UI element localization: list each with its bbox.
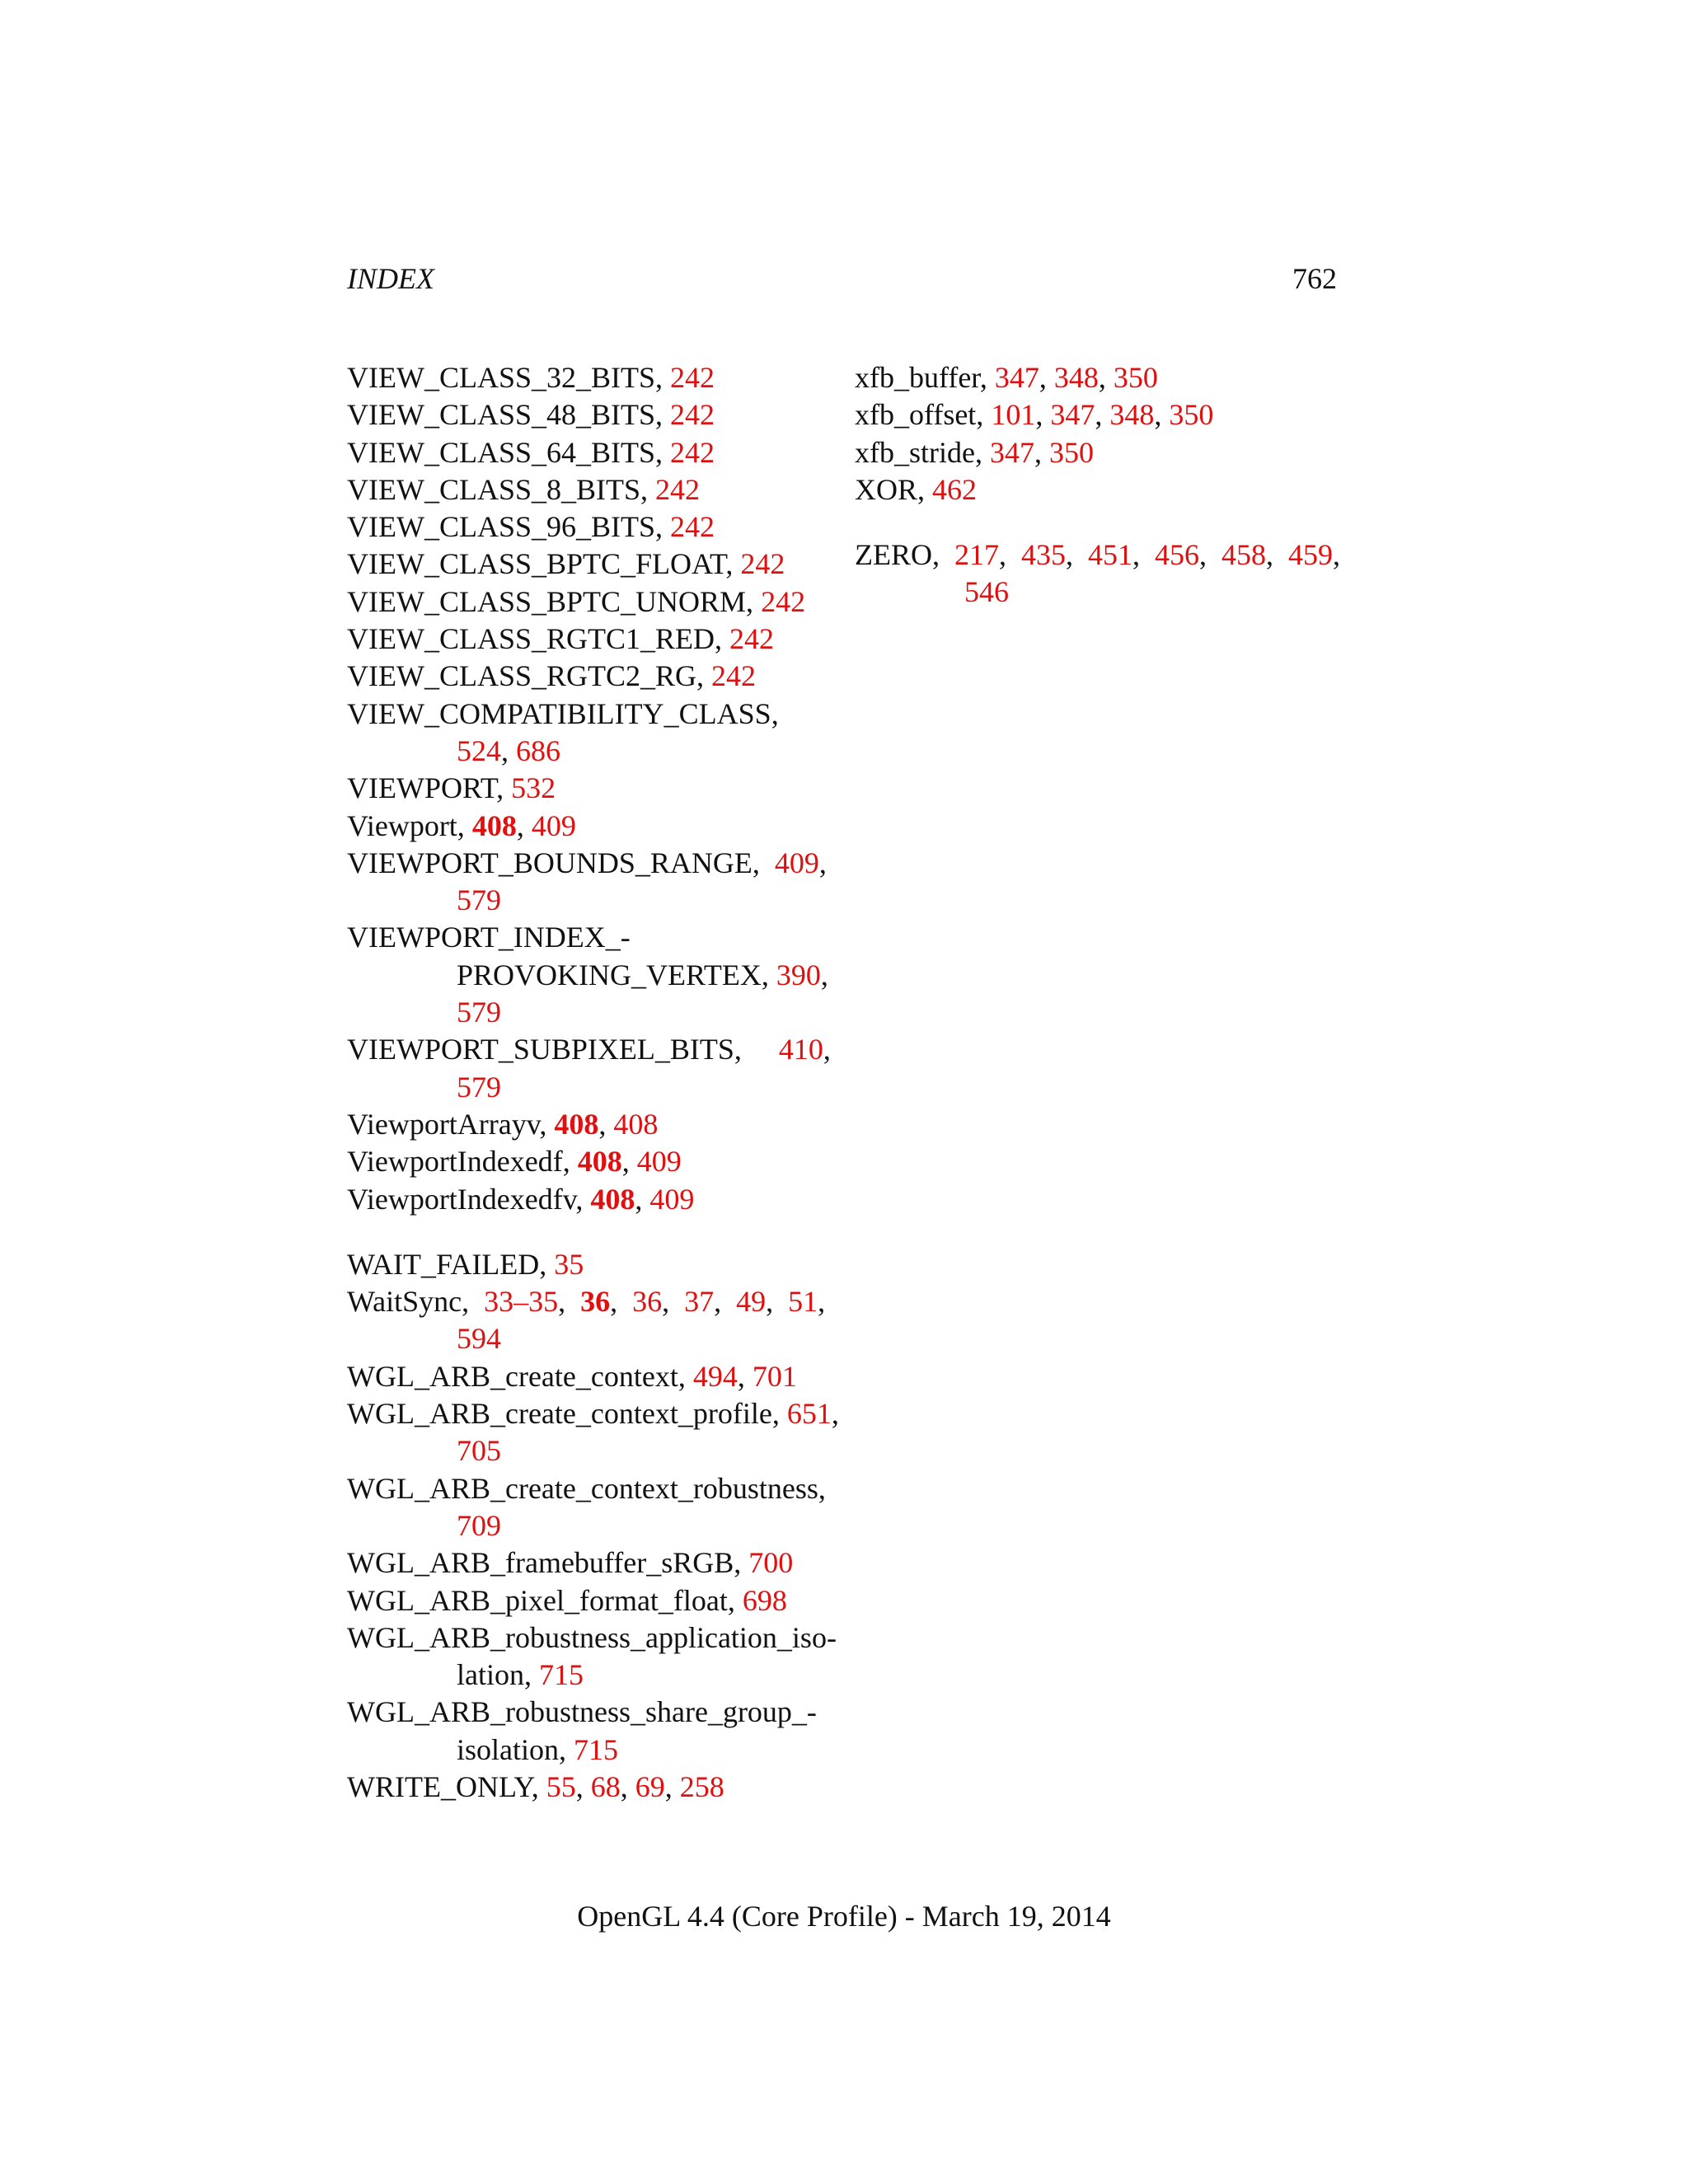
- index-entry-line: [347, 547, 785, 580]
- index-term-text: ,: [516, 808, 532, 842]
- index-term-text: ,: [610, 1285, 633, 1319]
- index-entry-line: [347, 1397, 839, 1430]
- page-reference-link[interactable]: 456: [1155, 538, 1199, 572]
- index-term-text: ,: [635, 1182, 650, 1216]
- page-reference-link[interactable]: 217: [954, 538, 999, 572]
- page-reference-link[interactable]: 451: [1088, 538, 1132, 572]
- index-term-text: ,: [831, 1397, 839, 1431]
- page-reference-link[interactable]: 258: [679, 1769, 724, 1803]
- index-term-text: XOR,: [855, 472, 933, 506]
- page-reference-link[interactable]: 101: [991, 398, 1036, 432]
- index-term-text: ,: [766, 1285, 789, 1319]
- index-term-text: ,: [558, 1285, 581, 1319]
- index-term-text: ,: [823, 1033, 831, 1066]
- page-reference-link[interactable]: 350: [1048, 435, 1094, 469]
- page-reference-link[interactable]: 55: [546, 1769, 576, 1803]
- index-term-text: xfb_buffer,: [855, 361, 995, 394]
- index-term-text: ,: [1066, 538, 1088, 572]
- index-entry-line: [347, 1472, 826, 1505]
- page-reference-link[interactable]: 242: [670, 435, 715, 469]
- index-term-text: WGL_ARB_pixel_format_float,: [347, 1583, 743, 1617]
- page-reference-link[interactable]: 524: [457, 733, 501, 767]
- index-entry-line: [347, 473, 700, 506]
- index-term-text: xfb_stride,: [855, 435, 990, 469]
- index-entry-line: [347, 436, 715, 469]
- index-term-text: ,: [1266, 538, 1288, 572]
- index-term-text: PROVOKING_VERTEX,: [457, 958, 776, 991]
- page-reference-link[interactable]: 242: [740, 547, 785, 581]
- index-term-text: VIEW_CLASS_8_BITS,: [347, 472, 656, 506]
- index-term-text: WGL_ARB_create_context,: [347, 1359, 693, 1393]
- index-entry-line: [347, 921, 631, 954]
- index-term-text: ,: [714, 1285, 737, 1319]
- index-entry: [347, 1395, 839, 1470]
- page-reference-link[interactable]: 36: [632, 1285, 663, 1319]
- page-reference-link[interactable]: 700: [748, 1546, 794, 1580]
- index-entry-line: [347, 659, 756, 692]
- index-entry-continuation: [347, 1069, 833, 1106]
- index-entry-line: [347, 398, 715, 431]
- page-reference-link[interactable]: 494: [692, 1359, 738, 1393]
- index-term-text: VIEWPORT,: [347, 771, 512, 805]
- page-reference-link-primary[interactable]: 36: [580, 1285, 611, 1319]
- index-entry: [347, 696, 833, 771]
- page-reference-link[interactable]: 462: [932, 472, 978, 506]
- page-reference-link[interactable]: 242: [670, 398, 715, 432]
- index-entry-continuation: [347, 882, 833, 919]
- index-entry-line: [855, 361, 1158, 394]
- index-entry-continuation: [347, 957, 833, 994]
- page-reference-link[interactable]: 390: [776, 958, 821, 991]
- index-entry: [347, 546, 833, 583]
- index-entry: [347, 770, 833, 807]
- index-term-text: ,: [621, 1145, 637, 1179]
- index-entry-line: [855, 398, 1213, 431]
- page-reference-link[interactable]: 459: [1288, 538, 1333, 572]
- page-reference-link[interactable]: 458: [1221, 538, 1266, 572]
- index-entry-line: [347, 846, 827, 879]
- index-entry-line: [347, 1360, 797, 1393]
- index-term-text: isolation,: [457, 1732, 574, 1766]
- page-reference-link[interactable]: 51: [788, 1285, 818, 1319]
- index-entry: [347, 1769, 833, 1806]
- index-term-text: ,: [1132, 538, 1155, 572]
- index-entry-continuation: [347, 733, 833, 770]
- page-reference-link[interactable]: 242: [711, 659, 757, 693]
- page-reference-link[interactable]: 686: [516, 733, 560, 767]
- index-term-text: ,: [1098, 361, 1114, 394]
- index-column-left: [347, 359, 839, 1806]
- page-reference-link[interactable]: 409: [636, 1145, 682, 1179]
- index-entry-continuation: [347, 1432, 833, 1469]
- index-entry-line: [347, 1248, 584, 1281]
- page-reference-link[interactable]: 409: [774, 846, 819, 879]
- index-entry: [855, 396, 1341, 434]
- index-entry-line: [347, 1546, 793, 1579]
- page-reference-link[interactable]: 408: [613, 1107, 659, 1141]
- index-entry-line: [347, 1695, 817, 1728]
- page-reference-link[interactable]: 242: [670, 510, 715, 544]
- page-reference-link[interactable]: 350: [1113, 361, 1158, 394]
- page-reference-link[interactable]: 347: [989, 435, 1034, 469]
- index-entry: [347, 1283, 833, 1358]
- index-entry: [347, 1246, 833, 1283]
- index-term-text: WGL_ARB_robustness_share_group_-: [347, 1695, 817, 1729]
- index-term-text: ,: [664, 1769, 680, 1803]
- index-term-text: WGL_ARB_create_context_profile,: [347, 1397, 787, 1431]
- index-entry: [347, 434, 833, 471]
- index-entry-line: [347, 1108, 658, 1141]
- index-entry-continuation: [347, 1657, 833, 1694]
- index-term-text: ,: [818, 1285, 826, 1319]
- index-term-text: ,: [620, 1769, 635, 1803]
- index-entry: [347, 1582, 833, 1619]
- page-reference-link-primary[interactable]: 408: [554, 1107, 599, 1141]
- index-entry: [855, 537, 1341, 612]
- index-entry-line: [347, 1033, 831, 1066]
- index-term-text: ,: [1039, 361, 1054, 394]
- index-entry: [347, 471, 833, 509]
- page-reference-link[interactable]: 409: [649, 1182, 695, 1216]
- index-entry-line: [347, 585, 805, 618]
- index-entry-line: [347, 1584, 787, 1617]
- index-term-text: WGL_ARB_robustness_application_iso-: [347, 1620, 837, 1654]
- index-entry-line: [347, 809, 576, 842]
- index-entry: [347, 1470, 833, 1545]
- index-term-text: ,: [575, 1769, 591, 1803]
- index-entry: [347, 1544, 833, 1582]
- index-term-text: ZERO,: [855, 538, 954, 572]
- index-entry: [347, 583, 833, 621]
- page-reference-link[interactable]: 701: [752, 1359, 797, 1393]
- index-entry: [347, 359, 833, 396]
- page-reference-link[interactable]: 532: [511, 771, 556, 805]
- page-reference-link[interactable]: 68: [590, 1769, 621, 1803]
- index-term-text: VIEWPORT_SUBPIXEL_BITS,: [347, 1033, 779, 1066]
- index-term-text: VIEW_CLASS_96_BITS,: [347, 510, 671, 544]
- index-entry: [347, 1358, 833, 1395]
- index-term-text: ,: [598, 1107, 614, 1141]
- index-entry-line: [347, 1145, 682, 1178]
- page-reference-link[interactable]: 35: [554, 1247, 584, 1281]
- page-reference-link[interactable]: 579: [457, 996, 501, 1029]
- index-term-text: VIEW_CLASS_RGTC1_RED,: [347, 622, 730, 656]
- page-reference-link[interactable]: 594: [457, 1322, 501, 1356]
- index-entry: [347, 919, 833, 1031]
- index-entry: [347, 1694, 833, 1769]
- index-entry-line: [347, 361, 715, 394]
- index-entry: [347, 621, 833, 658]
- index-entry-line: [855, 538, 1340, 571]
- page-reference-link[interactable]: 347: [1050, 398, 1095, 432]
- index-entry: [855, 359, 1341, 396]
- index-term-text: ,: [1199, 538, 1221, 572]
- page-reference-link[interactable]: 709: [457, 1508, 501, 1542]
- index-entry: [347, 396, 833, 434]
- index-entry-continuation: [347, 994, 833, 1031]
- page-reference-link[interactable]: 242: [655, 472, 701, 506]
- index-term-text: WGL_ARB_framebuffer_sRGB,: [347, 1546, 749, 1580]
- index-term-text: VIEW_CLASS_RGTC2_RG,: [347, 659, 712, 693]
- page-reference-link[interactable]: 347: [994, 361, 1039, 394]
- index-entry: [347, 509, 833, 546]
- index-term-text: VIEW_COMPATIBILITY_CLASS,: [347, 696, 779, 730]
- index-entry: [347, 1619, 837, 1694]
- page-reference-link[interactable]: 37: [684, 1285, 715, 1319]
- index-entry-line: [347, 771, 556, 804]
- index-term-text: WaitSync,: [347, 1285, 485, 1319]
- index-entry-line: [347, 1621, 837, 1654]
- index-entry-continuation: [347, 1732, 833, 1769]
- index-term-text: VIEW_CLASS_BPTC_FLOAT,: [347, 547, 741, 581]
- index-term-text: ,: [820, 958, 828, 991]
- index-term-text: VIEWPORT_BOUNDS_RANGE,: [347, 846, 775, 879]
- page-reference-link-primary[interactable]: 408: [471, 808, 517, 842]
- index-entry: [347, 658, 833, 695]
- page-reference-link[interactable]: 579: [457, 883, 501, 917]
- index-entry-line: [347, 510, 715, 543]
- index-entry: [347, 845, 833, 920]
- page-reference-link[interactable]: 435: [1021, 538, 1066, 572]
- page-reference-link[interactable]: 350: [1169, 398, 1214, 432]
- index-term-text: ,: [818, 846, 827, 879]
- page-reference-link[interactable]: 33–35: [484, 1285, 559, 1319]
- index-term-text: ,: [501, 733, 516, 767]
- index-entry: [347, 1181, 833, 1218]
- page-footer: OpenGL 4.4 (Core Profile) - March 19, 2014: [577, 1900, 1111, 1933]
- index-entry-line: [347, 622, 774, 655]
- page-reference-link[interactable]: 698: [742, 1583, 787, 1617]
- page-reference-link[interactable]: 242: [761, 584, 806, 618]
- index-term-text: ,: [1095, 398, 1110, 432]
- index-entry-continuation: [347, 1320, 833, 1357]
- index-entry: [347, 1031, 833, 1106]
- index-term-text: ,: [1333, 538, 1340, 572]
- page-reference-link[interactable]: 242: [670, 361, 715, 394]
- page-reference-link[interactable]: 409: [531, 808, 576, 842]
- page-reference-link[interactable]: 410: [778, 1033, 823, 1066]
- index-term-text: ViewportIndexedf,: [347, 1145, 578, 1179]
- index-term-text: ,: [1154, 398, 1170, 432]
- page-reference-link[interactable]: 546: [964, 575, 1009, 609]
- index-term-text: ,: [1034, 435, 1049, 469]
- index-entry-line: [855, 473, 977, 506]
- index-term-text: ViewportArrayv,: [347, 1107, 555, 1141]
- page-reference-link[interactable]: 348: [1109, 398, 1155, 432]
- index-term-text: ,: [999, 538, 1021, 572]
- index-term-text: VIEW_CLASS_48_BITS,: [347, 398, 671, 432]
- index-term-text: VIEW_CLASS_BPTC_UNORM,: [347, 584, 762, 618]
- index-term-text: Viewport,: [347, 808, 472, 842]
- page-reference-link[interactable]: 715: [538, 1658, 584, 1692]
- index-entry: [347, 1106, 833, 1143]
- page-reference-link[interactable]: 242: [729, 622, 775, 656]
- page-reference-link-primary[interactable]: 408: [590, 1182, 635, 1216]
- index-entry: [855, 434, 1341, 471]
- index-term-text: WAIT_FAILED,: [347, 1247, 555, 1281]
- index-entry-line: [855, 436, 1094, 469]
- page-reference-link[interactable]: 49: [736, 1285, 767, 1319]
- index-term-text: ,: [737, 1359, 753, 1393]
- page-reference-link[interactable]: 715: [574, 1732, 618, 1766]
- page-reference-link[interactable]: 348: [1053, 361, 1099, 394]
- index-term-text: VIEW_CLASS_32_BITS,: [347, 361, 671, 394]
- index-term-text: lation,: [457, 1658, 539, 1692]
- index-entry-continuation: [347, 1507, 833, 1544]
- page-reference-link[interactable]: 651: [786, 1397, 832, 1431]
- index-term-text: xfb_offset,: [855, 398, 992, 432]
- index-term-text: ,: [1035, 398, 1051, 432]
- running-header-title: INDEX: [347, 262, 434, 295]
- index-term-text: VIEWPORT_INDEX_-: [347, 921, 631, 954]
- page-number: 762: [1292, 262, 1337, 295]
- index-entry-line: [347, 1285, 825, 1318]
- index-entry-line: [347, 1183, 694, 1216]
- index-entry: [347, 1143, 833, 1180]
- index-entry-line: [347, 697, 779, 730]
- index-entry: [347, 808, 833, 845]
- page-reference-link[interactable]: 705: [457, 1434, 501, 1468]
- index-term-text: ViewportIndexedfv,: [347, 1182, 591, 1216]
- index-entry: [855, 471, 1341, 509]
- index-entry-line: [347, 1770, 724, 1803]
- page-reference-link-primary[interactable]: 408: [577, 1145, 622, 1179]
- page-reference-link[interactable]: 69: [635, 1769, 665, 1803]
- index-column-right: [855, 359, 1341, 612]
- index-term-text: ,: [662, 1285, 685, 1319]
- index-term-text: VIEW_CLASS_64_BITS,: [347, 435, 671, 469]
- index-term-text: WGL_ARB_create_context_robustness,: [347, 1471, 826, 1505]
- index-term-text: WRITE_ONLY,: [347, 1769, 546, 1803]
- page-reference-link[interactable]: 579: [457, 1070, 501, 1104]
- index-entry-continuation: [855, 574, 1341, 611]
